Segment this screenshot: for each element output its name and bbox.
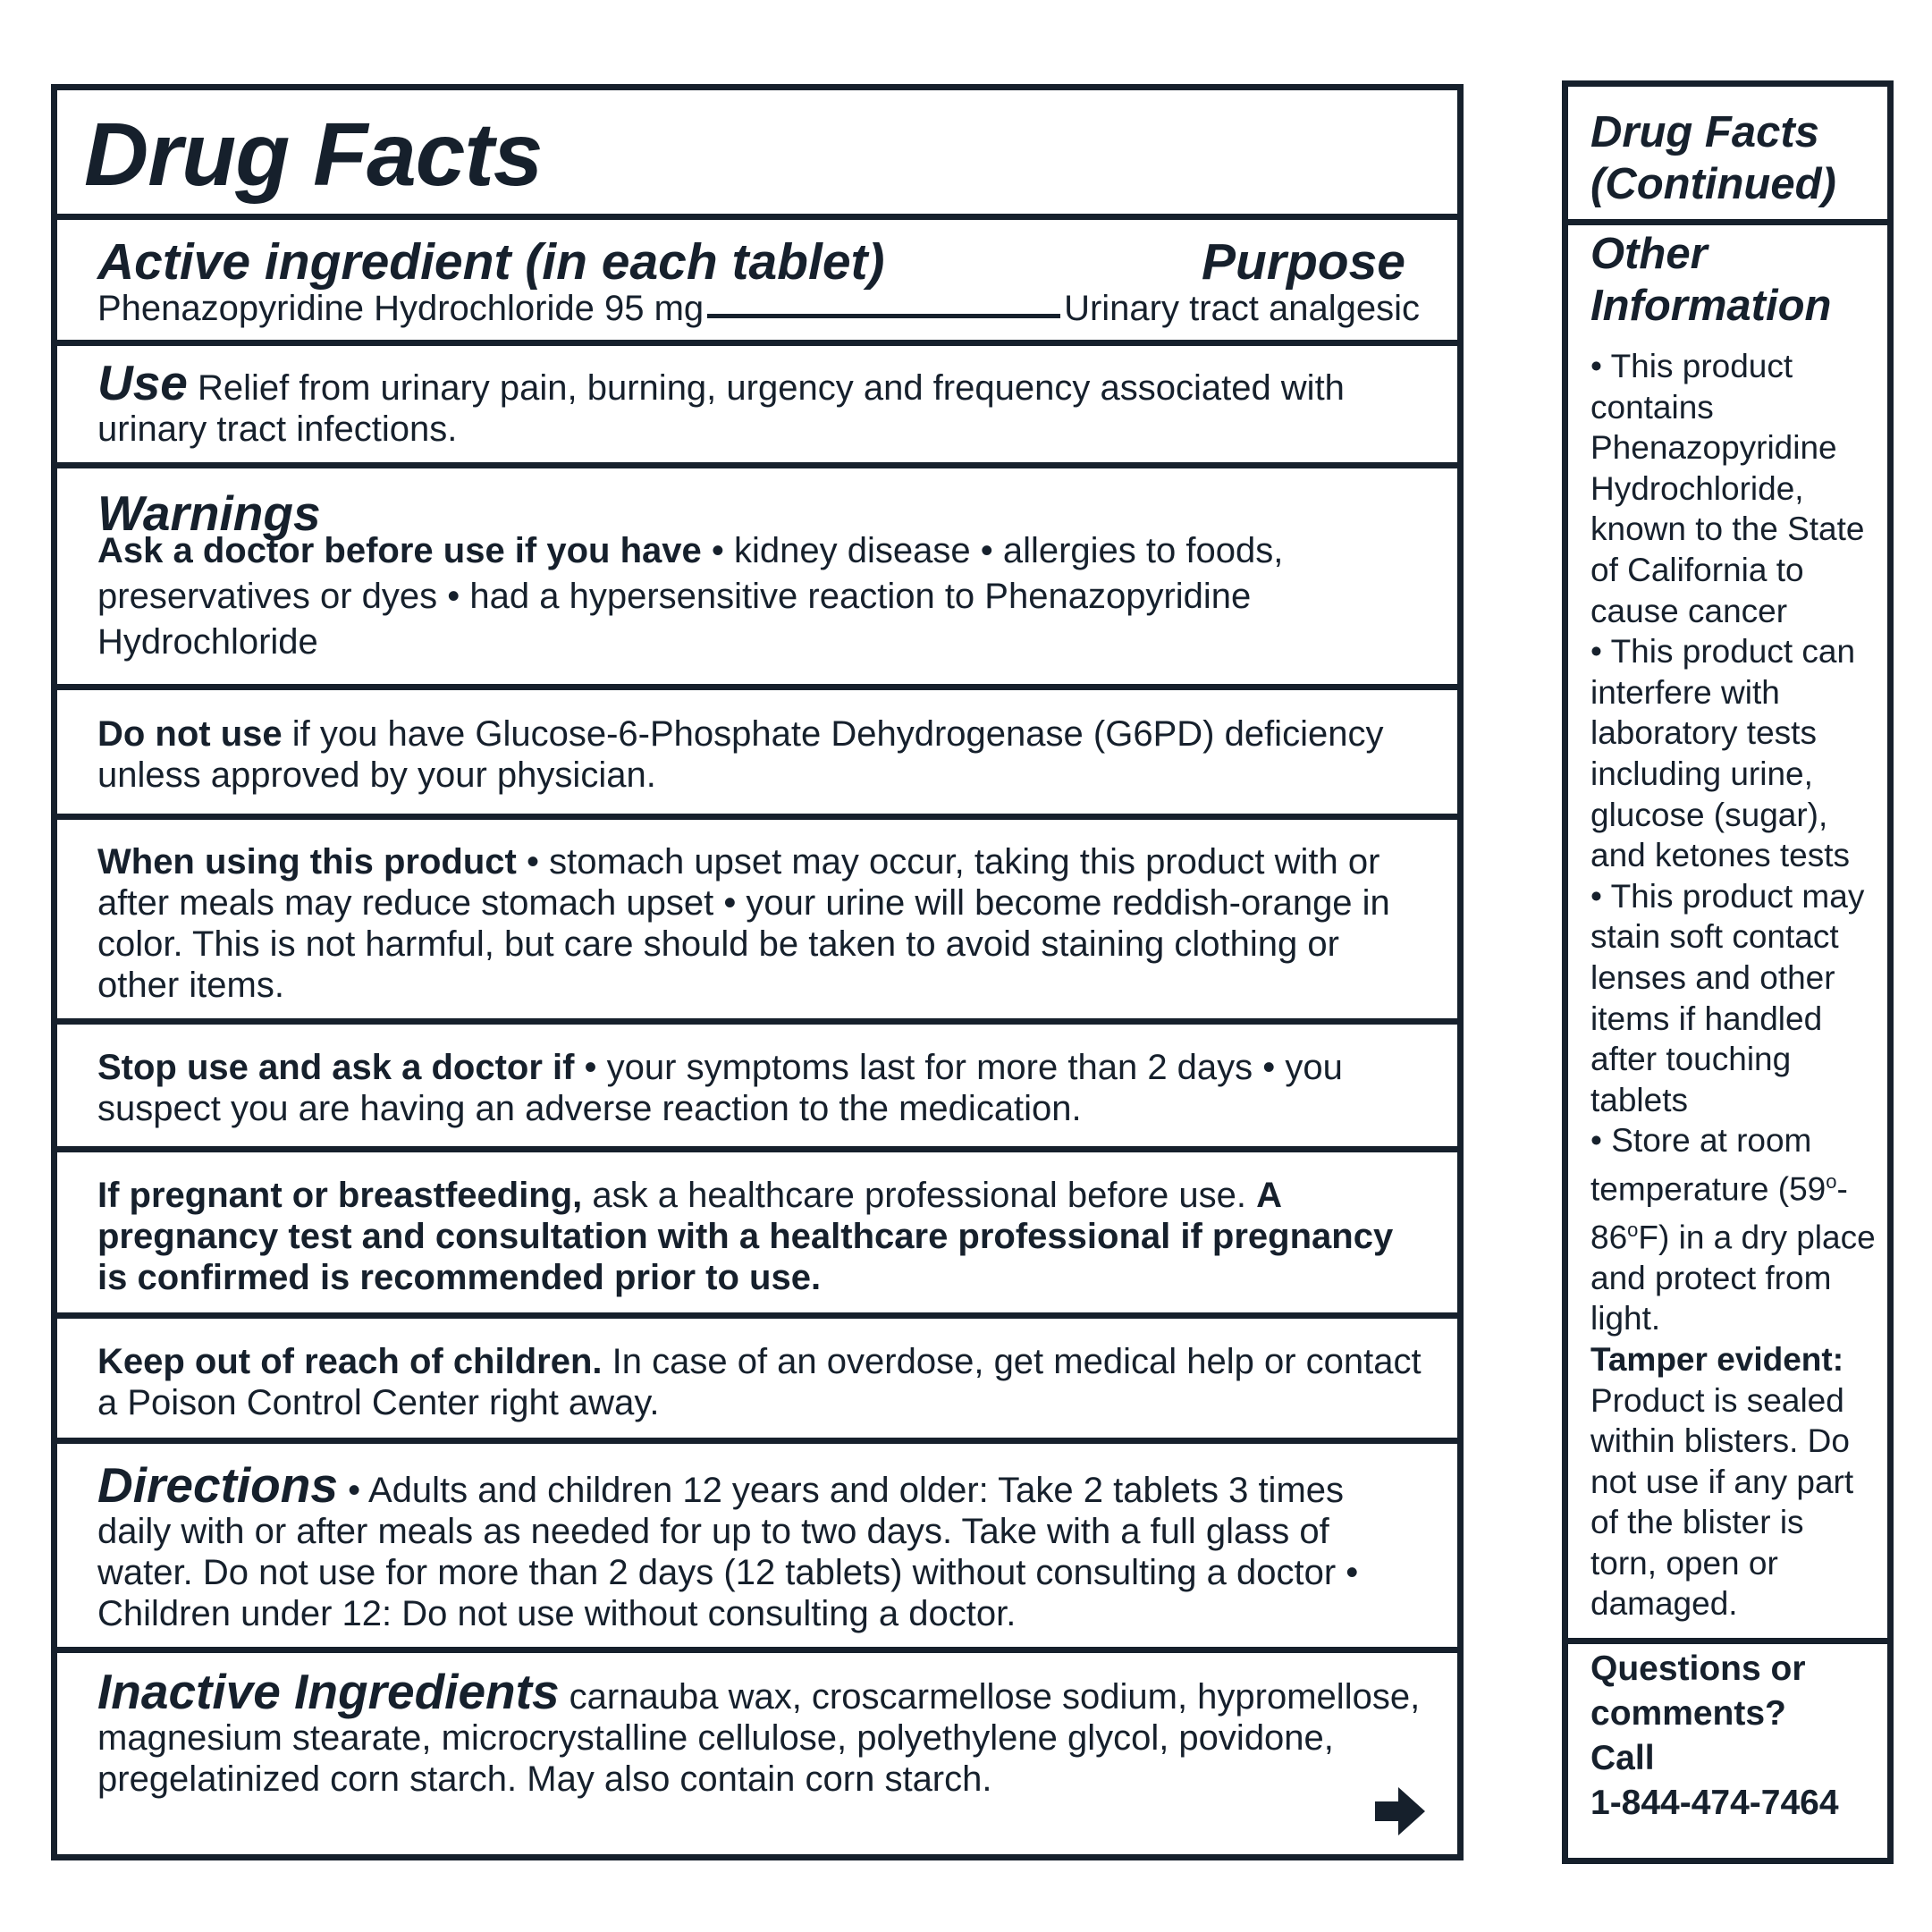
do-not-use-body: if you have Glucose-6-Phosphate Dehydrogenase (G6PD) deficiency unless approved by your physician. <box>97 714 1384 795</box>
storage-text-end: F) in a dry place and protect from light. <box>1590 1219 1876 1337</box>
divider <box>57 1438 1457 1444</box>
use-section <box>57 346 1457 462</box>
warnings-section <box>57 468 1457 683</box>
pregnancy-body: ask a healthcare professional before use. <box>582 1176 1257 1215</box>
continued-title-line-1: Drug Facts <box>1590 108 1819 156</box>
active-ingredient-line <box>97 288 1420 329</box>
active-ingredient-heading: Active ingredient (in each tablet) <box>97 233 885 291</box>
ask-doctor-body: • kidney disease • allergies to foods, preservatives or dyes • had a hypersensitive reaction to Phenazopyridine Hydrochloride <box>97 531 1284 662</box>
inactive-ingredients-section <box>57 1653 1457 1860</box>
purpose-heading: Purpose <box>1201 233 1405 291</box>
ingredient-purpose: Urinary tract analgesic <box>1064 289 1420 328</box>
pregnancy-emphasis: A pregnancy test and consultation with a healthcare professional if pregnancy is confirmed is recommended prior to use. <box>97 1176 1394 1297</box>
do-not-use-lead: Do not use <box>97 714 283 754</box>
use-text <box>97 355 1422 450</box>
list-item: • This product can interfere with laboratory tests including urine, glucose (sugar), and ketones tests <box>1590 633 1856 874</box>
drug-facts-continued-panel <box>1562 80 1894 1864</box>
divider <box>57 1312 1457 1319</box>
divider <box>57 814 1457 820</box>
inactive-ingredients-text <box>97 1664 1422 1800</box>
stop-use-body: • your symptoms last for more than 2 days • you suspect you are having an adverse reaction to the medication. <box>97 1048 1343 1128</box>
directions-heading: Directions <box>97 1457 338 1513</box>
other-information-heading-line-1: Other <box>1590 230 1708 278</box>
leader-line <box>707 314 1060 318</box>
divider <box>57 462 1457 468</box>
divider <box>57 340 1457 346</box>
questions-block <box>1590 1647 1839 1826</box>
continued-title <box>1590 106 1836 210</box>
keep-out-text <box>97 1341 1422 1423</box>
use-body: Relief from urinary pain, burning, urgency and frequency associated with urinary tract infections. <box>97 368 1345 449</box>
do-not-use-text <box>97 713 1422 796</box>
tamper-evident-text <box>1590 1339 1878 1624</box>
when-using-lead: When using this product <box>97 842 517 882</box>
stop-use-text <box>97 1047 1422 1129</box>
use-heading: Use <box>97 355 188 410</box>
directions-body: • Adults and children 12 years and older: Take 2 tablets 3 times daily with or after meals as needed for up to two days. Take with a full glass of water. Do not use for more than 2 days (12 tablets) without consulting a doctor • Children under 12: Do not use without consulting a doctor. <box>97 1471 1359 1633</box>
right-arrow-icon <box>1373 1784 1427 1838</box>
when-using-section <box>57 820 1457 1018</box>
tamper-evident-body: Product is sealed within blisters. Do not use if any part of the blister is torn, open or damaged. <box>1590 1381 1854 1623</box>
continued-title-line-2: (Continued) <box>1590 160 1836 208</box>
inactive-ingredients-heading: Inactive Ingredients <box>97 1664 560 1719</box>
questions-line-1: Questions or <box>1590 1649 1806 1688</box>
inactive-ingredients-body: carnauba wax, croscarmellose sodium, hypromellose, magnesium stearate, microcrystalline cellulose, polyethylene glycol, povidone, pregelatinized corn starch. May also contain corn starch. <box>97 1677 1421 1799</box>
degree-mark: o <box>1826 1169 1837 1193</box>
keep-out-body: In case of an overdose, get medical help or contact a Poison Control Center right away. <box>97 1342 1422 1422</box>
warnings-heading: Warnings <box>97 485 321 541</box>
pregnancy-section <box>57 1152 1457 1313</box>
questions-line-3: Call <box>1590 1739 1655 1777</box>
questions-line-2: comments? <box>1590 1694 1786 1733</box>
divider <box>57 684 1457 690</box>
list-item: • This product may stain soft contact lenses and other items if handled after touching tablets <box>1590 877 1865 1118</box>
ingredient-name: Phenazopyridine Hydrochloride 95 mg <box>97 289 704 328</box>
keep-out-lead: Keep out of reach of children. <box>97 1342 603 1381</box>
stop-use-section <box>57 1025 1457 1147</box>
divider <box>57 1018 1457 1025</box>
directions-section <box>57 1444 1457 1647</box>
other-information-heading-line-2: Information <box>1590 282 1832 330</box>
stop-use-lead: Stop use and ask a doctor if <box>97 1048 575 1087</box>
when-using-body: • stomach upset may occur, taking this product with or after meals may reduce stomach upset • your urine will become reddish-orange in color. This is not harmful, but care should be taken to avoid staining clothing or other items. <box>97 842 1390 1005</box>
divider <box>57 1146 1457 1152</box>
divider <box>57 214 1457 220</box>
drug-facts-panel <box>51 84 1464 1860</box>
active-ingredient-section <box>57 220 1457 341</box>
list-item <box>1590 1120 1878 1339</box>
tamper-evident-lead: Tamper evident: <box>1590 1340 1844 1378</box>
pregnancy-text <box>97 1175 1422 1298</box>
panel-title: Drug Facts <box>84 105 543 205</box>
title-section <box>57 90 1457 215</box>
pregnancy-lead: If pregnant or breastfeeding, <box>97 1176 583 1215</box>
divider <box>1568 1638 1887 1644</box>
keep-out-section <box>57 1319 1457 1439</box>
ask-doctor-lead: Ask a doctor before use if you have <box>97 531 702 570</box>
other-information-list <box>1590 346 1878 1624</box>
phone-number: 1-844-474-7464 <box>1590 1784 1839 1822</box>
active-ingredient-heading-row <box>97 232 1405 291</box>
storage-text-mid: -86 <box>1590 1170 1848 1256</box>
directions-text <box>97 1457 1422 1634</box>
other-information-heading <box>1590 228 1831 332</box>
storage-text-start: • Store at room temperature (59 <box>1590 1122 1827 1208</box>
when-using-text <box>97 841 1422 1006</box>
degree-mark: o <box>1627 1218 1639 1241</box>
divider <box>1568 219 1887 225</box>
list-item: • This product contains Phenazopyridine Hydrochloride, known to the State of California to cause cancer <box>1590 348 1865 629</box>
divider <box>57 1647 1457 1653</box>
ask-doctor-text <box>97 528 1422 665</box>
do-not-use-section <box>57 690 1457 813</box>
